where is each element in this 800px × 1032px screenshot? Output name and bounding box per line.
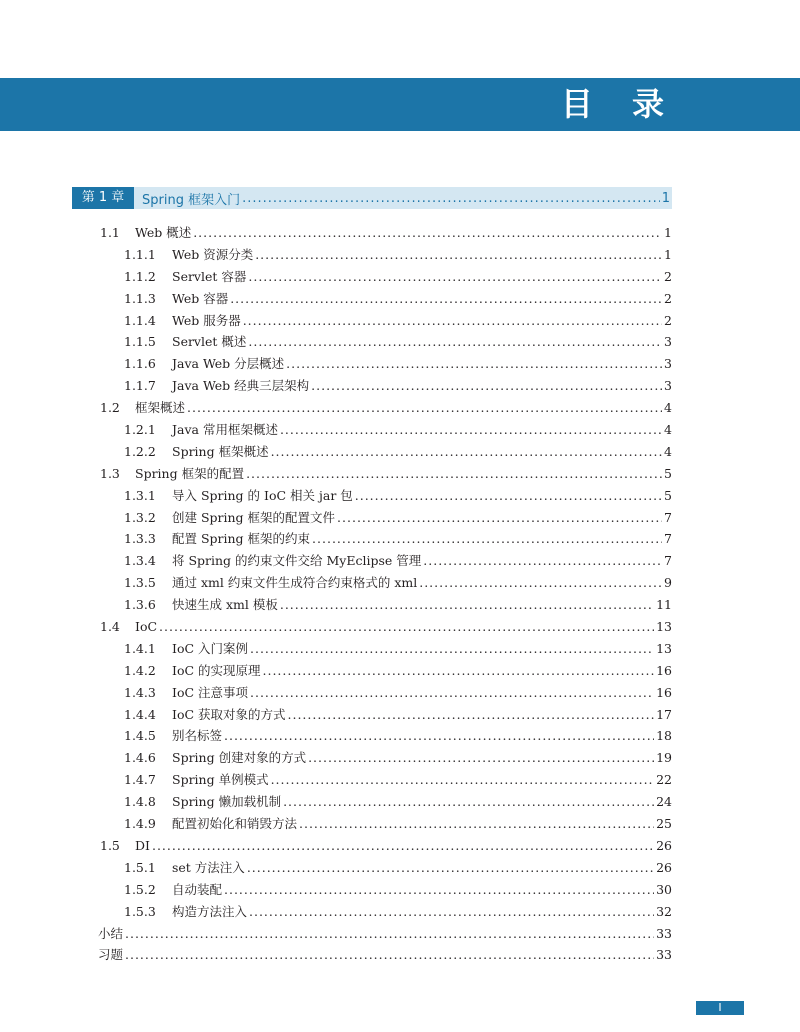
toc-entry-number: 1.2.1 [124, 422, 156, 438]
toc-entry[interactable] [124, 660, 672, 682]
toc-entry-label [124, 528, 310, 550]
toc-entry[interactable] [124, 594, 672, 616]
toc-entry-label [124, 901, 247, 923]
toc-entry-page: 22 [656, 772, 672, 788]
toc-entry-title: 配置初始化和销毁方法 [172, 816, 298, 832]
toc-entry-page: 30 [656, 881, 672, 897]
toc-entry-number: 1.1 [100, 225, 120, 240]
dot-leader [125, 944, 654, 966]
toc-entry[interactable] [124, 353, 672, 375]
toc-entry-page: 25 [656, 816, 672, 832]
toc-entry-number: 1.1.1 [124, 246, 156, 262]
toc-entry-label [124, 441, 269, 463]
dot-leader [187, 397, 662, 419]
toc-entry[interactable] [124, 310, 672, 332]
toc-entry-number: 1.4.8 [124, 794, 156, 810]
toc-entry-title: DI [135, 837, 150, 853]
toc-entry[interactable] [124, 485, 672, 507]
toc-entry-label [124, 266, 246, 288]
dot-leader [255, 244, 662, 266]
toc-entry-page: 33 [656, 947, 672, 963]
dot-leader [308, 747, 654, 769]
chapter-page: 1 [661, 190, 670, 206]
toc-entry-page: 26 [656, 837, 672, 853]
toc-entry-number: 1.1.5 [124, 334, 156, 350]
chapter-heading[interactable] [72, 187, 672, 209]
toc-entry-label [124, 507, 335, 529]
toc-entry[interactable] [124, 704, 672, 726]
toc-entry[interactable] [124, 857, 672, 879]
dot-leader [249, 901, 654, 923]
toc-entry-number: 1.4.1 [124, 640, 156, 656]
dot-leader [243, 310, 662, 332]
toc-entry-title: 将 Spring 的约束文件交给 MyEclipse 管理 [172, 553, 422, 569]
page-number: I [696, 1001, 744, 1015]
toc-entry-number: 1.4.7 [124, 772, 156, 788]
toc-entry-number: 1.1.2 [124, 268, 156, 284]
toc-entry-label [124, 769, 269, 791]
toc-entry[interactable] [100, 616, 672, 638]
toc-entry-number: 1.4.6 [124, 750, 156, 766]
toc-entry-page: 16 [656, 662, 672, 678]
toc-entry-title: set 方法注入 [172, 859, 245, 875]
toc-entry[interactable] [124, 441, 672, 463]
toc-entry-title: 框架概述 [135, 400, 186, 416]
toc-entry-page: 17 [656, 706, 672, 722]
toc-entry-title: Spring 创建对象的方式 [172, 750, 307, 766]
toc-entry-title: Spring 懒加载机制 [172, 794, 282, 810]
dot-leader [224, 879, 654, 901]
toc-entry[interactable] [124, 244, 672, 266]
toc-entry-page: 7 [664, 509, 672, 525]
dot-leader [263, 660, 655, 682]
toc-entry[interactable] [124, 725, 672, 747]
toc-entry-page: 3 [664, 356, 672, 372]
toc-entry-label [124, 725, 222, 747]
toc-entry-title: 导入 Spring 的 IoC 相关 jar 包 [172, 487, 353, 503]
toc-entry-title: 构造方法注入 [172, 903, 248, 919]
toc-entry-page: 33 [656, 925, 672, 941]
chapter-label: 第 1 章 [72, 187, 134, 209]
dot-leader [248, 266, 662, 288]
toc-entry-label [98, 944, 123, 966]
toc-entry-title: Servlet 容器 [172, 268, 247, 284]
toc-entry-label [124, 288, 228, 310]
dot-leader [152, 835, 654, 857]
toc-entry[interactable] [124, 901, 672, 923]
toc-entry[interactable] [124, 288, 672, 310]
toc-entry-title: 创建 Spring 框架的配置文件 [172, 509, 336, 525]
dot-leader [419, 572, 662, 594]
toc-entry[interactable] [100, 397, 672, 419]
toc-entry-label [124, 419, 278, 441]
toc-entry-title: Web 资源分类 [172, 246, 254, 262]
toc-entry-number: 1.3 [100, 465, 120, 481]
toc-entry-title: 别名标签 [172, 728, 223, 744]
dot-leader [280, 419, 662, 441]
dot-leader [337, 507, 662, 529]
dot-leader [250, 638, 654, 660]
toc-entry[interactable] [124, 747, 672, 769]
toc-entry-label [100, 835, 150, 857]
toc-entry-label [124, 857, 245, 879]
toc-entry-number: 1.5.3 [124, 903, 156, 919]
toc-entry-title: Java 常用框架概述 [172, 422, 278, 438]
toc-entry-label [124, 638, 248, 660]
toc-entry-number: 1.4.2 [124, 662, 156, 678]
toc-entry-title: Web 概述 [135, 225, 192, 240]
toc-entry-number: 1.4.4 [124, 706, 156, 722]
toc-entry-number: 1.1.6 [124, 356, 156, 372]
toc-entry-number: 1.2.2 [124, 443, 156, 459]
toc-entry-title: 习题 [98, 947, 124, 963]
toc-entry-number: 1.4 [100, 619, 120, 635]
dot-leader [250, 682, 654, 704]
toc-entry-label [100, 222, 191, 244]
toc-entry[interactable] [124, 813, 672, 835]
toc-entry-title: IoC 的实现原理 [172, 662, 261, 678]
toc-entry-title: 自动装配 [172, 881, 223, 897]
toc-entry-label [124, 813, 297, 835]
toc-entry-page: 5 [664, 465, 672, 481]
toc-entry-page: 5 [664, 487, 672, 503]
toc-entry-number: 1.1.4 [124, 312, 156, 328]
toc-entry-page: 3 [664, 378, 672, 394]
toc-entry-title: IoC [135, 619, 158, 635]
toc-entry-title: Spring 框架概述 [172, 443, 269, 459]
toc-entry-page: 1 [664, 246, 672, 262]
toc-entry-title: Java Web 分层概述 [172, 356, 285, 372]
dot-leader [283, 791, 654, 813]
toc-entry[interactable] [100, 463, 672, 485]
toc-entry-title: Spring 框架的配置 [135, 465, 245, 481]
toc-entry-label [100, 463, 244, 485]
toc-entry-title: Web 服务器 [172, 312, 241, 328]
toc-entry-label [124, 375, 309, 397]
toc-entry-number: 1.4.3 [124, 684, 156, 700]
toc-entry[interactable] [124, 331, 672, 353]
toc-entry-page: 3 [664, 334, 672, 350]
toc-entry[interactable] [124, 682, 672, 704]
toc-entry-page: 2 [664, 312, 672, 328]
toc-entry[interactable] [124, 507, 672, 529]
toc-entry-page: 32 [656, 903, 672, 919]
toc-entry-number: 1.5.1 [124, 859, 156, 875]
toc-entry-label [124, 244, 253, 266]
toc-entry[interactable] [124, 638, 672, 660]
toc-entry-title: 配置 Spring 框架的约束 [172, 531, 311, 547]
dot-leader [311, 375, 662, 397]
toc-entry-label [100, 397, 185, 419]
toc-entry-title: 小结 [98, 925, 124, 941]
toc-entry-label [124, 572, 417, 594]
toc-entry[interactable] [98, 944, 672, 966]
page-title: 目 录 [560, 85, 678, 123]
toc-entry-page: 26 [656, 859, 672, 875]
toc-entry-number: 1.2 [100, 400, 120, 416]
toc-entry-label [124, 660, 261, 682]
toc-entry-label [124, 485, 353, 507]
toc-entry-number: 1.3.6 [124, 597, 156, 613]
dot-leader [280, 594, 654, 616]
toc-entry-title: IoC 获取对象的方式 [172, 706, 286, 722]
dot-leader [271, 441, 662, 463]
dot-leader [230, 288, 662, 310]
toc-entry-title: Servlet 概述 [172, 334, 247, 350]
toc-entry-page: 24 [656, 794, 672, 810]
toc-entry-number: 1.3.3 [124, 531, 156, 547]
toc-entry-title: 快速生成 xml 模板 [172, 597, 278, 613]
toc-entry-number: 1.4.5 [124, 728, 156, 744]
dot-leader [193, 222, 662, 244]
dot-leader [299, 813, 654, 835]
toc-entry-title: IoC 注意事项 [172, 684, 249, 700]
toc-entry-number: 1.3.5 [124, 575, 156, 591]
toc-entry[interactable] [124, 550, 672, 572]
toc-entry[interactable] [124, 769, 672, 791]
toc-entry[interactable] [124, 419, 672, 441]
toc-entry-page: 13 [656, 619, 672, 635]
toc-entry-page: 2 [664, 268, 672, 284]
toc-entry-title: IoC 入门案例 [172, 640, 249, 656]
toc-entry-label [124, 879, 222, 901]
chapter-row [142, 187, 670, 209]
toc-entry[interactable] [100, 222, 672, 244]
toc-entry-page: 4 [664, 400, 672, 416]
toc-entry-label [124, 550, 421, 572]
dot-leader [288, 704, 655, 726]
dot-leader [271, 769, 655, 791]
toc-entry[interactable] [124, 879, 672, 901]
toc-entry-label [98, 923, 123, 945]
toc-entry-title: Spring 单例模式 [172, 772, 269, 788]
dot-leader [246, 463, 662, 485]
toc-entry-number: 1.1.7 [124, 378, 156, 394]
toc-entry-page: 4 [664, 422, 672, 438]
title-band [0, 78, 800, 131]
dot-leader [355, 485, 662, 507]
toc-entry-page: 1 [664, 225, 672, 240]
toc-entry-label [124, 704, 286, 726]
toc-entry-label [124, 310, 241, 332]
toc-entry-number: 1.3.1 [124, 487, 156, 503]
toc-entry-page: 4 [664, 443, 672, 459]
toc-entry-label [124, 594, 278, 616]
toc-entry-label [124, 682, 248, 704]
toc-entry-page: 18 [656, 728, 672, 744]
toc-entry[interactable] [100, 835, 672, 857]
toc-entry[interactable] [124, 528, 672, 550]
toc-entry-number: 1.3.4 [124, 553, 156, 569]
chapter-title: Spring 框架入门 [142, 192, 241, 208]
toc-entry-label [124, 791, 281, 813]
toc-entry-page: 9 [664, 575, 672, 591]
toc-entry-page: 2 [664, 290, 672, 306]
dot-leader [125, 923, 654, 945]
toc-entry-title: Web 容器 [172, 290, 229, 306]
dot-leader [423, 550, 662, 572]
toc-entry-label [100, 616, 157, 638]
dot-leader [312, 528, 662, 550]
toc-entry-page: 7 [664, 531, 672, 547]
dot-leader [248, 331, 662, 353]
toc-entry-label [124, 353, 284, 375]
toc-entry-page: 11 [656, 597, 672, 613]
dot-leader [224, 725, 654, 747]
toc-entry-label [124, 331, 246, 353]
toc-entry-label [124, 747, 306, 769]
toc-entry-number: 1.4.9 [124, 816, 156, 832]
toc-entry-title: 通过 xml 约束文件生成符合约束格式的 xml [172, 575, 418, 591]
toc-entry-number: 1.5.2 [124, 881, 156, 897]
toc-entry-page: 16 [656, 684, 672, 700]
toc-entry-number: 1.5 [100, 837, 120, 853]
dot-leader [159, 616, 654, 638]
toc-list [100, 222, 672, 966]
toc-entry[interactable] [98, 923, 672, 945]
dot-leader [247, 857, 654, 879]
toc-entry[interactable] [124, 791, 672, 813]
toc-entry-number: 1.3.2 [124, 509, 156, 525]
toc-entry-page: 13 [656, 640, 672, 656]
toc-entry[interactable] [124, 572, 672, 594]
dot-leader [286, 353, 662, 375]
toc-entry-page: 7 [664, 553, 672, 569]
toc-entry[interactable] [124, 266, 672, 288]
toc-entry[interactable] [124, 375, 672, 397]
toc-entry-title: Java Web 经典三层架构 [172, 378, 310, 394]
toc-entry-number: 1.1.3 [124, 290, 156, 306]
toc-entry-page: 19 [656, 750, 672, 766]
dot-leader [242, 191, 660, 206]
